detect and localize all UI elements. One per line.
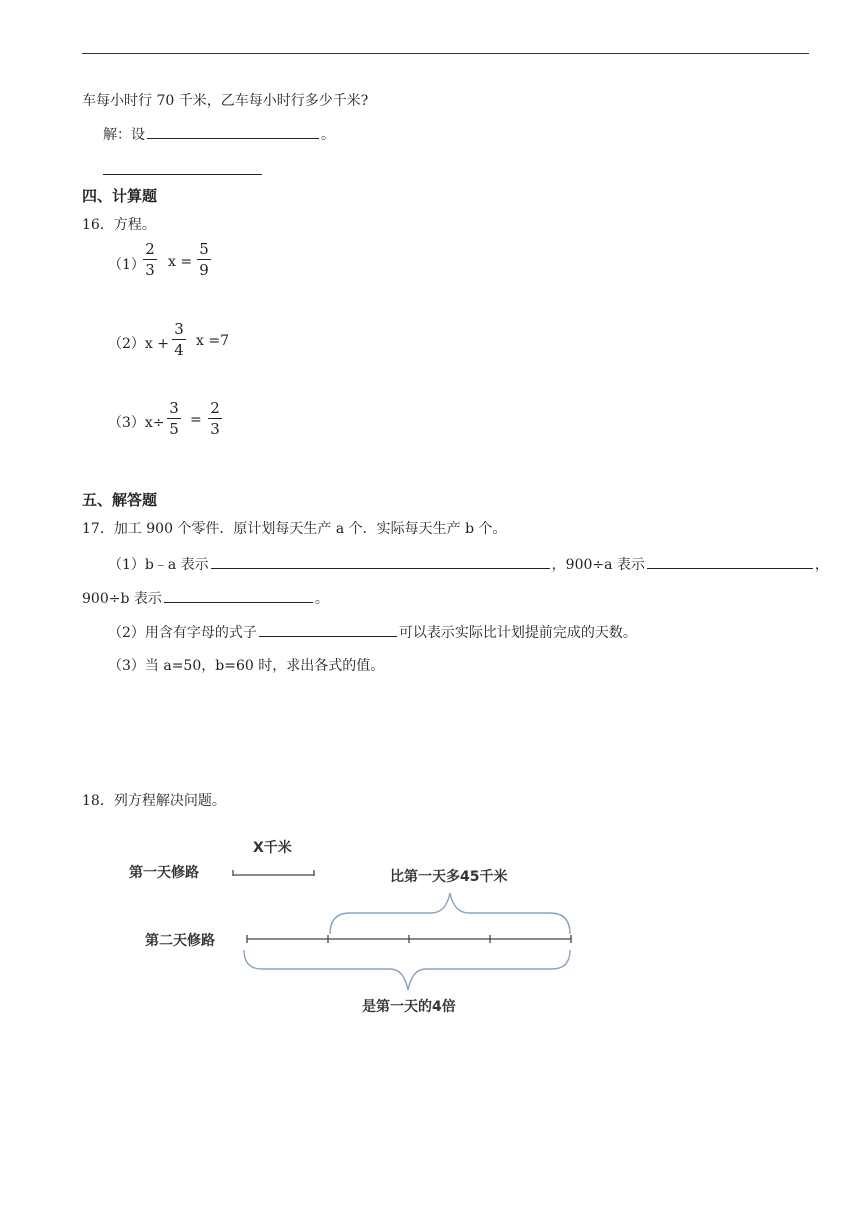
- q17-p1-text-d: 900÷b 表示: [82, 591, 162, 607]
- answer-suffix: 。: [321, 127, 335, 143]
- section-4-title: 四、计算题: [82, 187, 158, 205]
- q16-p3-label: （3）x÷: [108, 415, 165, 431]
- q16-p3-fraction-right: 2 3: [208, 399, 222, 438]
- q16-p2-tail: x =7: [196, 333, 229, 349]
- q16-p3-mid: =: [190, 412, 202, 428]
- times-brace: [244, 950, 570, 990]
- section-5-title: 五、解答题: [82, 491, 158, 509]
- day1-length-label: X千米: [253, 840, 292, 856]
- continued-problem-text: 车每小时行 70 千米，乙车每小时行多少千米?: [82, 93, 369, 109]
- q16-p1-fraction-right: 5 9: [197, 240, 211, 279]
- q17-p1-text-b: ，900÷a 表示: [551, 557, 645, 573]
- day2-label: 第二天修路: [145, 933, 215, 949]
- q16-title: 16．方程。: [82, 217, 156, 233]
- times-label: 是第一天的4倍: [362, 999, 456, 1015]
- more-label: 比第一天多45千米: [390, 869, 508, 885]
- q17-p1-text-c: ，: [814, 557, 829, 573]
- q16-p1-fraction-left: 2 3: [143, 240, 157, 279]
- q17-p1-text-a: （1）b﹣a 表示: [108, 557, 209, 573]
- q16-p3-fraction-left: 3 5: [167, 399, 181, 438]
- q17-p3: （3）当 a=50，b=60 时，求出各式的值。: [108, 658, 385, 674]
- more-brace: [330, 893, 570, 934]
- q17-p2-text-a: （2）用含有字母的式子: [108, 625, 257, 641]
- q16-p1-mid: x =: [168, 254, 193, 270]
- q17-p2-text-b: 可以表示实际比计划提前完成的天数。: [398, 625, 637, 641]
- q16-p2-label: （2）x +: [108, 336, 169, 352]
- day1-label: 第一天修路: [129, 865, 199, 881]
- q16-p1-label: （1）: [108, 257, 145, 273]
- q18-stem: 18．列方程解决问题。: [82, 793, 226, 809]
- q17-p1-text-e: 。: [314, 591, 329, 607]
- answer-prefix: 解：设: [103, 127, 145, 143]
- q17-stem: 17．加工 900 个零件．原计划每天生产 a 个．实际每天生产 b 个。: [82, 521, 507, 537]
- q16-p2-fraction: 3 4: [172, 320, 186, 359]
